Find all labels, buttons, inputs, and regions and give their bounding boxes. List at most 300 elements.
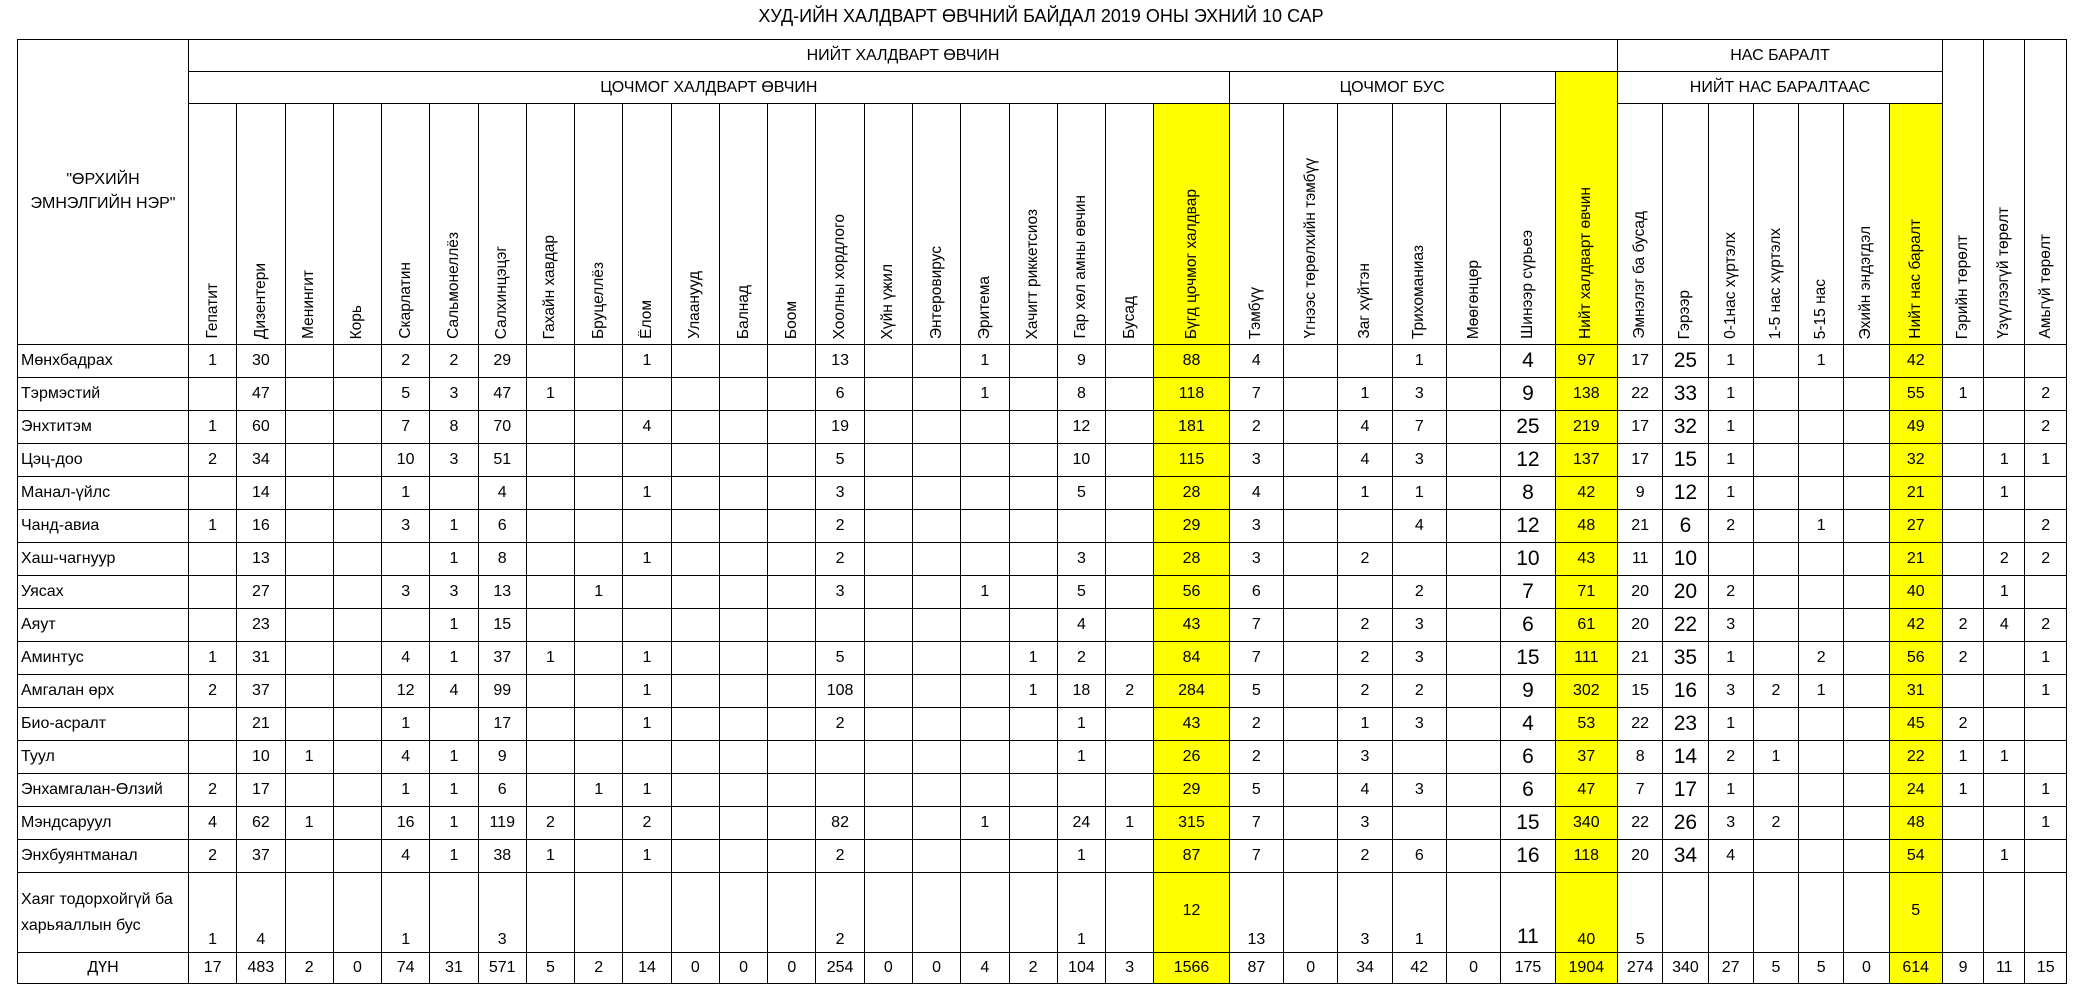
value-cell — [526, 774, 574, 807]
value-cell — [1942, 873, 1983, 953]
value-cell: 7 — [1229, 642, 1283, 675]
value-cell: 340 — [1663, 953, 1708, 984]
value-cell: 2 — [1057, 642, 1105, 675]
value-cell: 3 — [1392, 444, 1446, 477]
value-cell: 5 — [816, 444, 864, 477]
mortality-header: НАС БАРАЛТ — [1618, 40, 1943, 72]
value-cell — [864, 807, 912, 840]
value-cell — [526, 576, 574, 609]
value-cell — [1106, 576, 1154, 609]
value-cell — [526, 675, 574, 708]
value-cell — [526, 345, 574, 378]
value-cell — [1338, 345, 1392, 378]
table-row — [18, 873, 2067, 953]
value-cell: 15 — [1663, 444, 1708, 477]
value-cell: 254 — [816, 953, 864, 984]
value-cell — [1942, 510, 1983, 543]
value-cell — [333, 444, 381, 477]
value-cell — [1799, 873, 1844, 953]
value-cell — [1984, 675, 2025, 708]
value-cell — [333, 708, 381, 741]
value-cell — [1009, 543, 1057, 576]
col-header-acute-15: Энтеровирус — [912, 104, 960, 345]
value-cell — [1753, 345, 1798, 378]
value-cell: 14 — [1663, 741, 1708, 774]
value-cell: 1 — [1392, 873, 1446, 953]
value-cell: 1 — [1708, 444, 1753, 477]
value-cell — [1799, 774, 1844, 807]
value-cell — [575, 873, 623, 953]
value-cell: 2 — [1338, 609, 1392, 642]
value-cell — [912, 609, 960, 642]
value-cell — [1753, 576, 1798, 609]
value-cell — [333, 345, 381, 378]
value-cell — [430, 477, 478, 510]
value-cell — [912, 444, 960, 477]
value-cell — [671, 807, 719, 840]
value-cell: 5 — [1057, 576, 1105, 609]
value-cell — [719, 807, 767, 840]
value-cell: 8 — [1501, 477, 1555, 510]
value-cell — [671, 378, 719, 411]
value-cell — [671, 543, 719, 576]
facility-name-cell: Аяут — [18, 609, 189, 642]
value-cell — [1799, 378, 1844, 411]
value-cell — [1446, 543, 1500, 576]
col-header-acute-1: Дизентери — [237, 104, 285, 345]
value-cell — [1844, 444, 1889, 477]
value-cell: 47 — [1555, 774, 1617, 807]
value-cell: 27 — [1708, 953, 1753, 984]
value-cell: 82 — [816, 807, 864, 840]
value-cell: 47 — [237, 378, 285, 411]
value-cell — [719, 444, 767, 477]
value-cell — [575, 444, 623, 477]
value-cell: 87 — [1229, 953, 1283, 984]
value-cell: 2 — [623, 807, 671, 840]
value-cell: 4 — [1501, 345, 1555, 378]
value-cell — [333, 378, 381, 411]
col-header-nonacute-2: Заг хүйтэн — [1338, 104, 1392, 345]
value-cell: 17 — [188, 953, 236, 984]
value-cell: 3 — [1708, 609, 1753, 642]
value-cell: 4 — [382, 840, 430, 873]
value-cell: 11 — [1618, 543, 1663, 576]
value-cell: 4 — [1338, 411, 1392, 444]
value-cell: 2 — [1106, 675, 1154, 708]
value-cell: 12 — [382, 675, 430, 708]
value-cell: 1 — [526, 378, 574, 411]
value-cell — [623, 609, 671, 642]
value-cell — [1844, 543, 1889, 576]
value-cell: 1 — [1392, 477, 1446, 510]
value-cell — [768, 873, 816, 953]
value-cell — [333, 807, 381, 840]
value-cell — [719, 576, 767, 609]
value-cell — [1392, 807, 1446, 840]
value-cell: 53 — [1555, 708, 1617, 741]
value-cell: 54 — [1889, 840, 1942, 873]
value-cell: 3 — [1392, 642, 1446, 675]
value-cell: 10 — [1663, 543, 1708, 576]
col-header-acute-11: Балнад — [719, 104, 767, 345]
value-cell: 137 — [1555, 444, 1617, 477]
value-cell: 118 — [1555, 840, 1617, 873]
value-cell — [1057, 774, 1105, 807]
value-cell: 6 — [478, 510, 526, 543]
value-cell — [333, 609, 381, 642]
value-cell — [1753, 840, 1798, 873]
value-cell: 19 — [816, 411, 864, 444]
value-cell — [382, 543, 430, 576]
value-cell: 0 — [719, 953, 767, 984]
value-cell — [961, 774, 1009, 807]
value-cell: 571 — [478, 953, 526, 984]
value-cell: 7 — [1229, 609, 1283, 642]
value-cell: 9 — [1618, 477, 1663, 510]
value-cell: 7 — [1229, 807, 1283, 840]
value-cell — [1984, 807, 2025, 840]
value-cell: 17 — [1663, 774, 1708, 807]
value-cell — [768, 378, 816, 411]
col-header-mortality-3: 1-5 нас хүртэлх — [1753, 104, 1798, 345]
value-cell — [864, 444, 912, 477]
value-cell — [1799, 411, 1844, 444]
value-cell — [1984, 642, 2025, 675]
value-cell — [526, 510, 574, 543]
value-cell: 1 — [430, 543, 478, 576]
value-cell: 2 — [1942, 609, 1983, 642]
value-cell: 7 — [1229, 840, 1283, 873]
col-header-acute-19: Бусад — [1106, 104, 1154, 345]
facility-name-cell: Аминтус — [18, 642, 189, 675]
col-header-acute-12: Боом — [768, 104, 816, 345]
facility-name-cell: Хаяг тодорхойгүй ба харьяаллын бус — [18, 873, 189, 953]
value-cell — [768, 774, 816, 807]
value-cell — [623, 576, 671, 609]
value-cell: 1 — [623, 708, 671, 741]
value-cell: 20 — [1618, 576, 1663, 609]
col-header-stillbirth: Амьгүй төрөлт — [2025, 40, 2067, 345]
value-cell: 34 — [237, 444, 285, 477]
value-cell: 43 — [1154, 708, 1229, 741]
value-cell — [1942, 543, 1983, 576]
value-cell: 9 — [1501, 675, 1555, 708]
value-cell: 21 — [1618, 642, 1663, 675]
col-header-mortality-2: 0-1нас хүртэлх — [1708, 104, 1753, 345]
value-cell: 111 — [1555, 642, 1617, 675]
value-cell — [1009, 774, 1057, 807]
value-cell: 4 — [1338, 444, 1392, 477]
value-cell: 70 — [478, 411, 526, 444]
value-cell: 99 — [478, 675, 526, 708]
value-cell — [188, 708, 236, 741]
value-cell — [285, 840, 333, 873]
value-cell: 2 — [430, 345, 478, 378]
value-cell: 175 — [1501, 953, 1555, 984]
value-cell: 2 — [1708, 741, 1753, 774]
value-cell: 1 — [961, 807, 1009, 840]
value-cell: 0 — [1844, 953, 1889, 984]
value-cell — [1446, 576, 1500, 609]
value-cell — [1984, 411, 2025, 444]
value-cell: 3 — [1229, 510, 1283, 543]
value-cell: 1 — [1799, 675, 1844, 708]
value-cell: 2 — [816, 873, 864, 953]
value-cell — [671, 642, 719, 675]
value-cell — [912, 576, 960, 609]
value-cell: 1 — [285, 807, 333, 840]
value-cell: 4 — [1338, 774, 1392, 807]
value-cell: 1 — [1984, 576, 2025, 609]
value-cell: 3 — [382, 510, 430, 543]
value-cell: 3 — [1392, 708, 1446, 741]
value-cell — [1009, 444, 1057, 477]
value-cell: 4 — [961, 953, 1009, 984]
value-cell: 9 — [1501, 378, 1555, 411]
value-cell: 0 — [671, 953, 719, 984]
value-cell — [1942, 576, 1983, 609]
value-cell — [912, 873, 960, 953]
value-cell: 17 — [1618, 444, 1663, 477]
value-cell: 1 — [382, 774, 430, 807]
value-cell: 1 — [1338, 477, 1392, 510]
value-cell: 88 — [1154, 345, 1229, 378]
value-cell: 2 — [1799, 642, 1844, 675]
value-cell — [526, 543, 574, 576]
value-cell — [961, 411, 1009, 444]
value-cell — [623, 510, 671, 543]
value-cell — [1106, 444, 1154, 477]
value-cell: 22 — [1618, 708, 1663, 741]
value-cell — [864, 873, 912, 953]
table-row — [18, 807, 2067, 840]
value-cell — [912, 543, 960, 576]
value-cell — [623, 444, 671, 477]
value-cell: 4 — [1984, 609, 2025, 642]
value-cell — [1844, 741, 1889, 774]
value-cell — [864, 741, 912, 774]
value-cell — [1392, 741, 1446, 774]
value-cell: 1 — [623, 774, 671, 807]
value-cell: 1 — [382, 477, 430, 510]
value-cell — [1799, 807, 1844, 840]
value-cell: 2 — [188, 840, 236, 873]
table-row — [18, 477, 2067, 510]
value-cell: 1 — [623, 840, 671, 873]
value-cell: 2 — [1009, 953, 1057, 984]
value-cell — [1106, 642, 1154, 675]
value-cell — [1942, 840, 1983, 873]
col-header-mortality-0: Эмнэлэг ба бусад — [1618, 104, 1663, 345]
value-cell: 8 — [1618, 741, 1663, 774]
value-cell — [1984, 774, 2025, 807]
value-cell — [1984, 510, 2025, 543]
value-cell: 2 — [382, 345, 430, 378]
value-cell — [2025, 741, 2067, 774]
facility-name-cell: Энхтитэм — [18, 411, 189, 444]
value-cell: 23 — [1663, 708, 1708, 741]
value-cell: 3 — [1229, 543, 1283, 576]
value-cell — [1984, 378, 2025, 411]
table-row — [18, 642, 2067, 675]
value-cell: 1 — [382, 873, 430, 953]
value-cell: 3 — [430, 576, 478, 609]
table-row — [18, 741, 2067, 774]
value-cell: 1 — [1057, 840, 1105, 873]
value-cell — [526, 609, 574, 642]
value-cell: 45 — [1889, 708, 1942, 741]
value-cell — [671, 741, 719, 774]
value-cell: 6 — [816, 378, 864, 411]
value-cell: 3 — [430, 444, 478, 477]
value-cell — [961, 708, 1009, 741]
value-cell — [912, 642, 960, 675]
col-header-home-birth: Гэрийн төрөлт — [1942, 40, 1983, 345]
value-cell — [623, 741, 671, 774]
value-cell — [768, 411, 816, 444]
value-cell: 219 — [1555, 411, 1617, 444]
value-cell: 315 — [1154, 807, 1229, 840]
value-cell: 8 — [1057, 378, 1105, 411]
value-cell: 20 — [1663, 576, 1708, 609]
value-cell — [864, 609, 912, 642]
value-cell — [575, 345, 623, 378]
value-cell — [1844, 708, 1889, 741]
value-cell: 1 — [1708, 708, 1753, 741]
value-cell — [1284, 444, 1338, 477]
value-cell: 11 — [1984, 953, 2025, 984]
facility-name-cell: ДҮН — [18, 953, 189, 984]
value-cell: 2 — [1708, 576, 1753, 609]
table-row — [18, 411, 2067, 444]
value-cell: 2 — [1392, 576, 1446, 609]
table-row — [18, 576, 2067, 609]
value-cell — [1799, 741, 1844, 774]
value-cell — [1009, 411, 1057, 444]
value-cell: 22 — [1618, 378, 1663, 411]
facility-name-cell: Туул — [18, 741, 189, 774]
value-cell — [188, 378, 236, 411]
value-cell: 1 — [1106, 807, 1154, 840]
value-cell: 31 — [430, 953, 478, 984]
value-cell — [912, 774, 960, 807]
value-cell: 84 — [1154, 642, 1229, 675]
value-cell: 8 — [478, 543, 526, 576]
value-cell — [1106, 345, 1154, 378]
value-cell: 2 — [1338, 642, 1392, 675]
value-cell: 6 — [1501, 741, 1555, 774]
value-cell: 108 — [816, 675, 864, 708]
value-cell: 3 — [1392, 609, 1446, 642]
value-cell: 14 — [237, 477, 285, 510]
value-cell: 614 — [1889, 953, 1942, 984]
value-cell — [671, 609, 719, 642]
value-cell — [285, 708, 333, 741]
value-cell: 12 — [1501, 510, 1555, 543]
value-cell — [912, 477, 960, 510]
col-header-acute-2: Менингит — [285, 104, 333, 345]
value-cell — [719, 675, 767, 708]
value-cell — [188, 741, 236, 774]
value-cell — [1284, 378, 1338, 411]
value-cell: 1 — [188, 411, 236, 444]
value-cell: 6 — [478, 774, 526, 807]
value-cell — [768, 444, 816, 477]
value-cell: 2 — [188, 774, 236, 807]
value-cell — [1446, 675, 1500, 708]
value-cell: 7 — [1229, 378, 1283, 411]
value-cell: 3 — [1229, 444, 1283, 477]
value-cell: 29 — [1154, 774, 1229, 807]
value-cell: 1 — [1942, 774, 1983, 807]
value-cell — [912, 708, 960, 741]
value-cell — [1009, 873, 1057, 953]
value-cell — [768, 510, 816, 543]
value-cell — [1799, 609, 1844, 642]
value-cell: 1 — [526, 642, 574, 675]
value-cell — [1106, 840, 1154, 873]
value-cell: 119 — [478, 807, 526, 840]
value-cell — [1284, 543, 1338, 576]
value-cell: 21 — [1889, 477, 1942, 510]
value-cell: 2 — [1942, 708, 1983, 741]
value-cell: 3 — [1708, 807, 1753, 840]
value-cell — [961, 642, 1009, 675]
facility-name-cell: Энхбуянтманал — [18, 840, 189, 873]
value-cell — [1753, 444, 1798, 477]
value-cell — [1446, 345, 1500, 378]
value-cell — [1106, 708, 1154, 741]
value-cell: 7 — [1618, 774, 1663, 807]
value-cell: 2 — [1753, 807, 1798, 840]
value-cell — [575, 708, 623, 741]
value-cell: 1566 — [1154, 953, 1229, 984]
value-cell: 1 — [430, 609, 478, 642]
value-cell: 5 — [1618, 873, 1663, 953]
value-cell — [671, 411, 719, 444]
value-cell: 48 — [1889, 807, 1942, 840]
value-cell: 22 — [1618, 807, 1663, 840]
value-cell — [1942, 807, 1983, 840]
value-cell: 12 — [1057, 411, 1105, 444]
value-cell: 27 — [1889, 510, 1942, 543]
value-cell — [1446, 609, 1500, 642]
value-cell: 1 — [1708, 642, 1753, 675]
value-cell: 115 — [1154, 444, 1229, 477]
value-cell — [1799, 543, 1844, 576]
value-cell: 2 — [1984, 543, 2025, 576]
col-header-total-infectious: Нийт халдварт өвчин — [1555, 72, 1617, 345]
facility-name-cell: Энхамгалан-Өлзий — [18, 774, 189, 807]
value-cell — [333, 510, 381, 543]
value-cell — [1984, 708, 2025, 741]
value-cell — [1446, 477, 1500, 510]
value-cell — [768, 345, 816, 378]
value-cell — [768, 741, 816, 774]
value-cell: 2 — [526, 807, 574, 840]
value-cell: 42 — [1889, 609, 1942, 642]
value-cell: 16 — [382, 807, 430, 840]
value-cell: 97 — [1555, 345, 1617, 378]
value-cell: 6 — [1392, 840, 1446, 873]
value-cell: 1 — [1057, 708, 1105, 741]
value-cell: 21 — [1618, 510, 1663, 543]
facility-name-cell: Хаш-чагнуур — [18, 543, 189, 576]
value-cell: 1 — [961, 576, 1009, 609]
value-cell — [575, 840, 623, 873]
value-cell — [285, 675, 333, 708]
